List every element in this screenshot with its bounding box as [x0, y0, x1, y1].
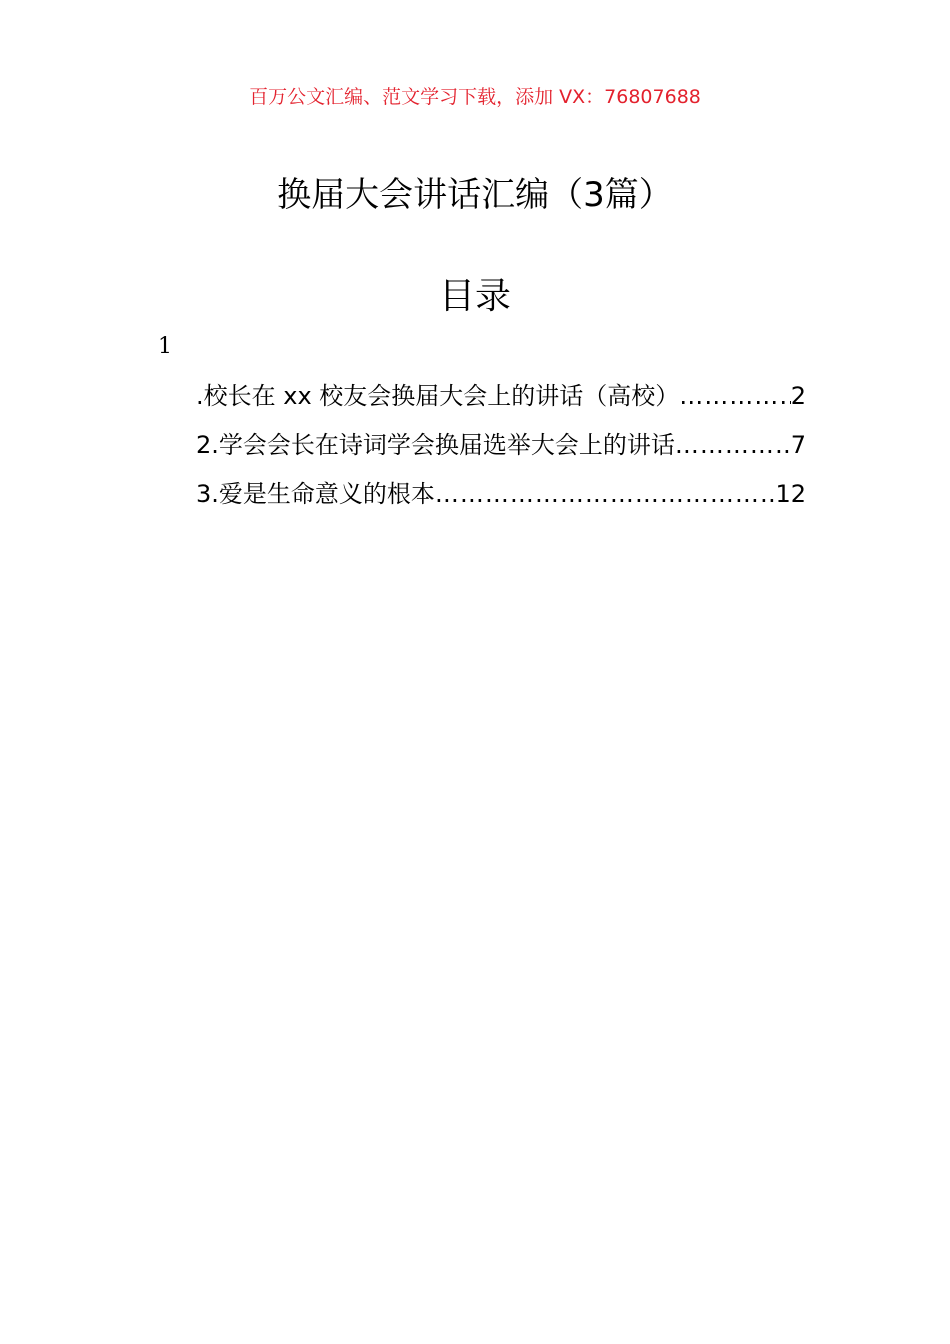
toc-heading: 目录	[438, 276, 511, 317]
toc-entry[interactable]	[196, 378, 806, 427]
toc-entry-title: 2.学会会长在诗词学会换届选举大会上的讲话	[196, 431, 675, 459]
toc-entry-title: 3.爱是生命意义的根本	[196, 480, 435, 508]
toc-entry-page: 2	[790, 382, 806, 410]
stray-list-number: 1	[158, 334, 172, 359]
toc-entry[interactable]	[196, 427, 806, 476]
toc-entry-page: 7	[790, 431, 806, 459]
toc-entry-page: 12	[775, 480, 806, 508]
header-promo-note: 百万公文汇编、范文学习下载，添加 VX：76807688	[249, 86, 701, 108]
toc-dot-leader	[435, 476, 776, 512]
toc-entry[interactable]	[196, 476, 806, 525]
table-of-contents	[196, 378, 806, 525]
toc-dot-leader	[675, 427, 791, 463]
toc-entry-title: .校长在 xx 校友会换届大会上的讲话（高校）	[196, 382, 680, 410]
document-title: 换届大会讲话汇编（3篇）	[277, 175, 673, 215]
toc-dot-leader	[679, 378, 790, 414]
